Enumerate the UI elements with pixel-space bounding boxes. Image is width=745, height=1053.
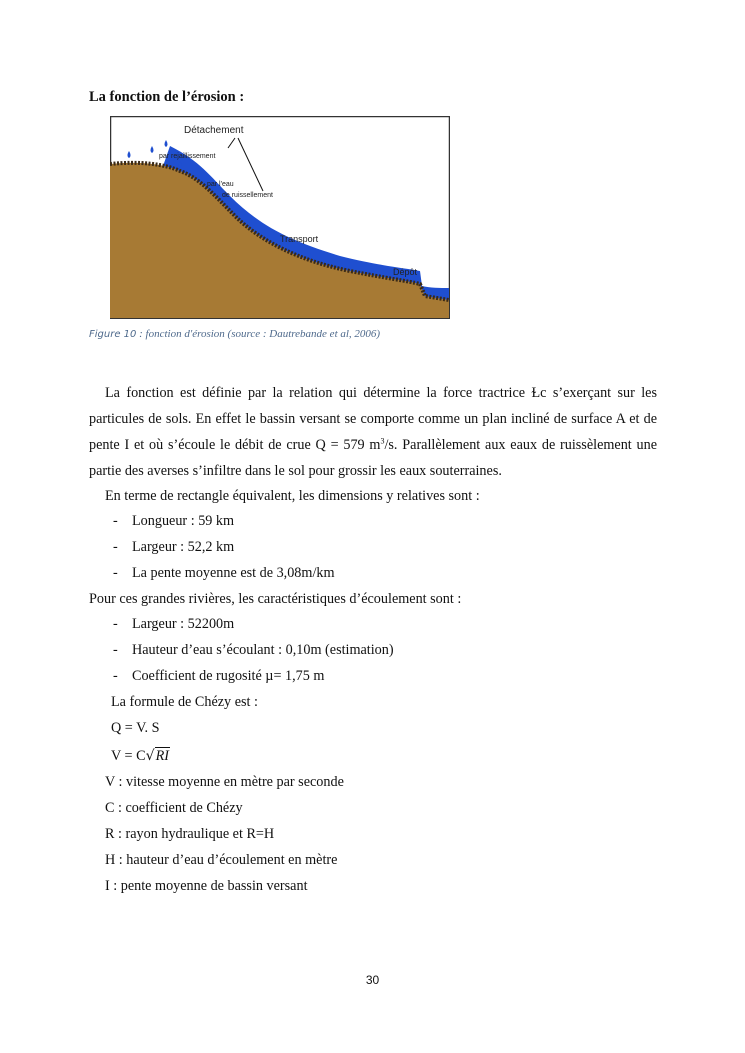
formula-q: Q = V. S	[111, 720, 160, 736]
caption-label: Figure 10	[89, 329, 137, 340]
section-heading: La fonction de l’érosion :	[89, 89, 245, 105]
formula-v: V = C√RI	[111, 748, 170, 764]
definition: R : rayon hydraulique et R=H	[105, 826, 275, 842]
figure-caption	[89, 328, 380, 340]
definition: V : vitesse moyenne en mètre par seconde	[105, 774, 344, 790]
caption-text: : fonction d'érosion (source : Dautrebande et al, 2006)	[136, 328, 381, 340]
label-rejaillissement: par rejaillissement	[159, 153, 216, 160]
label-eau: par l'eau	[207, 181, 234, 188]
definition: C : coefficient de Chézy	[105, 800, 243, 816]
body-paragraph	[89, 380, 657, 484]
erosion-diagram	[110, 116, 450, 319]
page-number: 30	[365, 973, 380, 987]
label-ruissellement: de ruissellement	[222, 192, 273, 199]
definition: H : hauteur d’eau d’écoulement en mètre	[105, 852, 338, 868]
definition: I : pente moyenne de bassin versant	[105, 878, 308, 894]
rect-intro: En terme de rectangle équivalent, les dimensions y relatives sont :	[105, 488, 480, 504]
label-transport: Transport	[280, 234, 319, 244]
label-depot: Dépôt	[393, 267, 418, 277]
flow-intro: Pour ces grandes rivières, les caractéristiques d’écoulement sont :	[89, 591, 462, 607]
paragraph-text-end: /s. Parallèlement aux eaux de ruissèlement une partie des averses s’infiltre dans le sol pour grossir les eaux souterraines.	[89, 437, 657, 479]
label-detachement: Détachement	[184, 125, 244, 136]
superscript: 3	[380, 436, 385, 446]
chezy-intro: La formule de Chézy est :	[111, 694, 258, 710]
paragraph-text: La fonction est définie par la relation qui détermine la force tractrice Ɫc s’exerçant sur les particules de sols. En effet le bassin versant se comporte comme un plan incliné de surface A et de pente I et où s’écoule le débit de crue Q = 579 m	[89, 385, 657, 453]
